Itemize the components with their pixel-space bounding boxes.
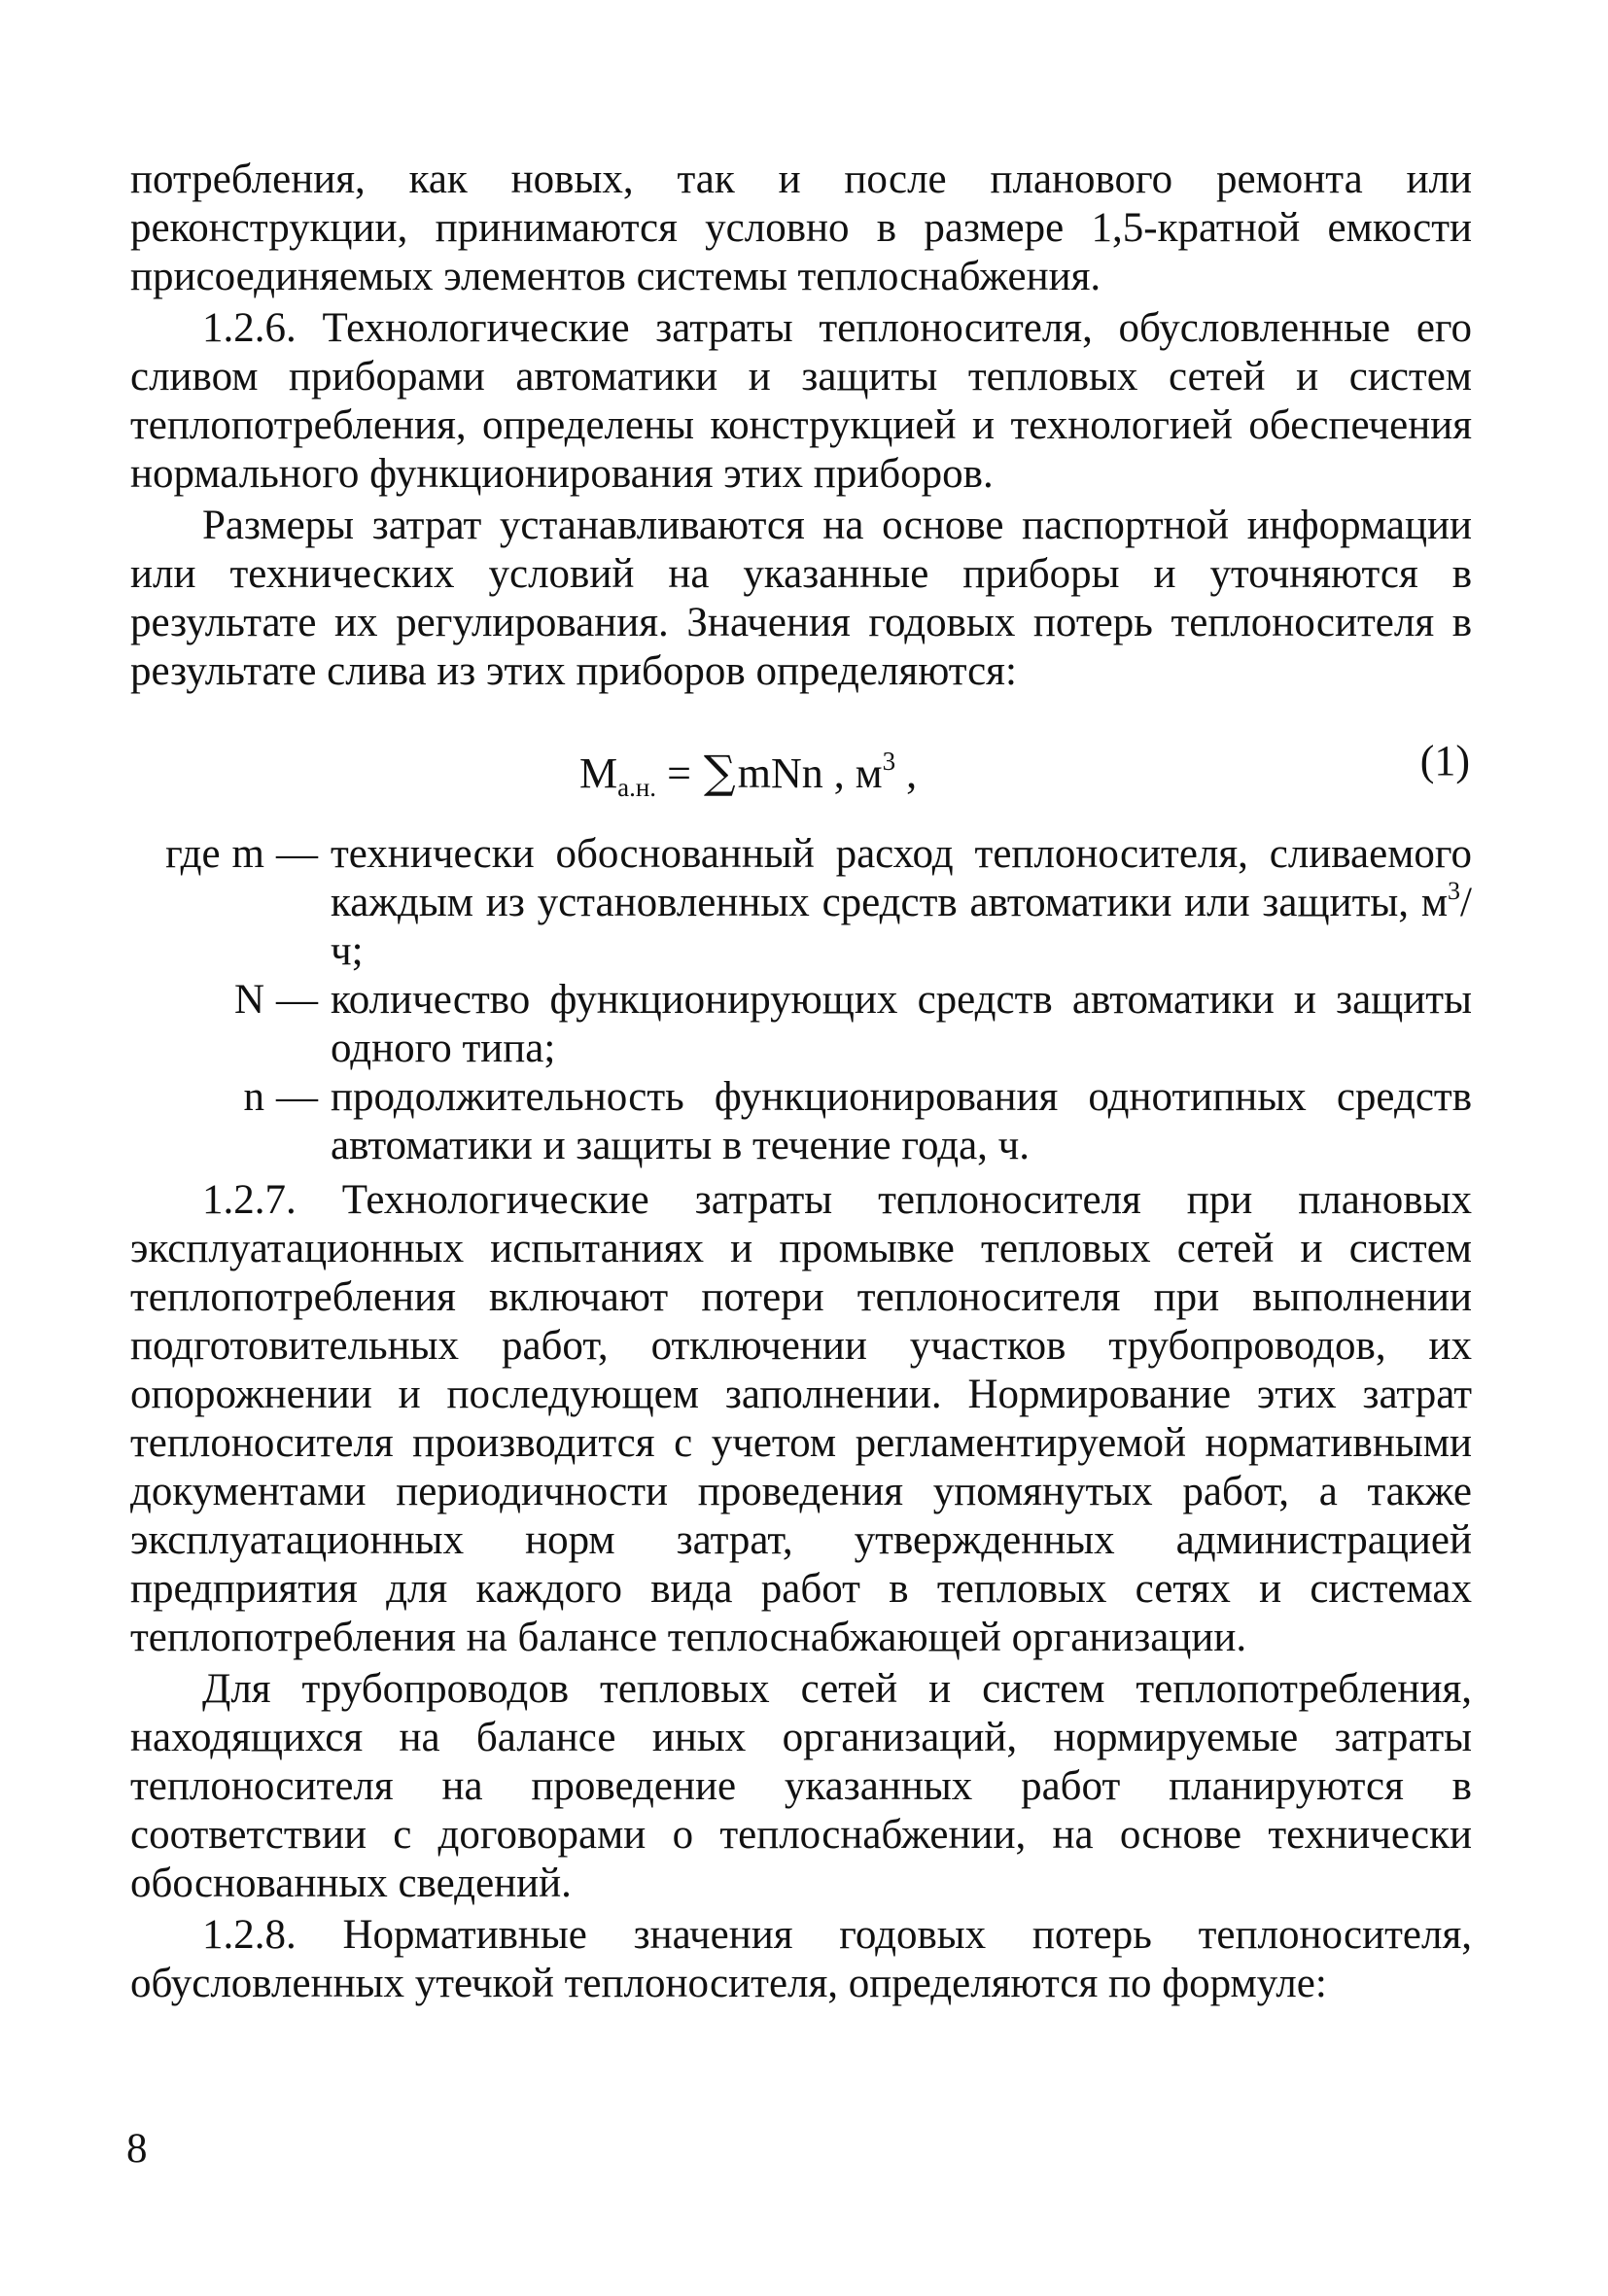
definition-dash: —	[276, 977, 318, 1023]
definitions-list	[130, 830, 1472, 1170]
definition-text-part: технически обоснованный расход теплоносителя, сливаемого каждым из установленных средств автоматики или защиты, м	[331, 831, 1472, 925]
definition-text	[331, 830, 1472, 976]
paragraph-continuation: потребления, как новых, так и после планового ремонта или реконструкции, принимаются условно в размере 1,5-кратной емкости присоединяемых элементов системы теплоснабжения.	[130, 157, 1472, 299]
formula-trailing: ,	[906, 749, 918, 797]
definition-unit-superscript: 3	[1448, 877, 1461, 905]
formula-sum-symbol: ∑	[703, 746, 736, 798]
paragraph-1-2-7: 1.2.7. Технологические затраты теплоносителя при плановых эксплуатационных испытаниях и промывке тепловых сетей и систем теплопотребления включают потери теплоносителя при выполнении подготовительных работ, отключении участков трубопроводов, их опорожнении и последующем заполнении. Нормирование этих затрат теплоносителя производится с учетом регламентируемой нормативными документами периодичности проведения упомянутых работ, а также эксплуатационных норм затрат, утвержденных администрацией предприятия для каждого вида работ в тепловых сетях и системах теплопотребления на балансе теплоснабжающей организации.	[130, 1177, 1472, 1660]
paragraph-1-2-8: 1.2.8. Нормативные значения годовых потерь теплоносителя, обусловленных утечкой теплоносителя, определяются по формуле:	[130, 1912, 1472, 2006]
definition-item	[130, 1073, 1472, 1170]
formula	[579, 737, 917, 812]
definition-dash: —	[276, 1074, 318, 1120]
paragraph-other-organizations: Для трубопроводов тепловых сетей и систем теплопотребления, находящихся на балансе иных организаций, нормируемые затраты теплоносителя на проведение указанных работ планируются в соответствии с договорами о теплоснабжении, на основе технически обоснованных сведений.	[130, 1666, 1472, 1906]
formula-unit-superscript: 3	[882, 747, 896, 776]
formula-unit: , м	[833, 749, 883, 797]
definition-dash: —	[276, 831, 318, 877]
definition-text-part: /ч;	[331, 880, 1472, 974]
definition-item	[130, 830, 1472, 976]
document-page	[130, 156, 1472, 2011]
formula-lhs-symbol: M	[579, 749, 618, 797]
definition-text: количество функционирующих средств автоматики и защиты одного типа;	[331, 977, 1472, 1071]
definition-item	[130, 976, 1472, 1073]
formula-rhs: mNn	[737, 749, 823, 797]
paragraph-cost-sizes: Размеры затрат устанавливаются на основе паспортной информации или технических условий на указанные приборы и уточняются в результате их регулирования. Значения годовых потерь теплоносителя в результате слива из этих приборов определяются:	[130, 503, 1472, 694]
definition-symbol: m	[231, 831, 264, 877]
definition-text: продолжительность функционирования однотипных средств автоматики и защиты в течение года, ч.	[331, 1074, 1472, 1168]
definition-symbol: N	[233, 977, 264, 1023]
definitions-prefix: где	[165, 831, 221, 877]
paragraph-1-2-6: 1.2.6. Технологические затраты теплоносителя, обусловленные его сливом приборами автоматики и защиты тепловых сетей и систем теплопотребления, определены конструкцией и технологией обеспечения нормального функционирования этих приборов.	[130, 305, 1472, 497]
equation-number: (1)	[1419, 737, 1470, 784]
formula-lhs-subscript: а.н.	[617, 773, 657, 802]
formula-equals: =	[667, 749, 691, 797]
definition-symbol: n	[243, 1074, 264, 1120]
equation-block	[130, 710, 1472, 818]
page-number: 8	[126, 2126, 148, 2172]
